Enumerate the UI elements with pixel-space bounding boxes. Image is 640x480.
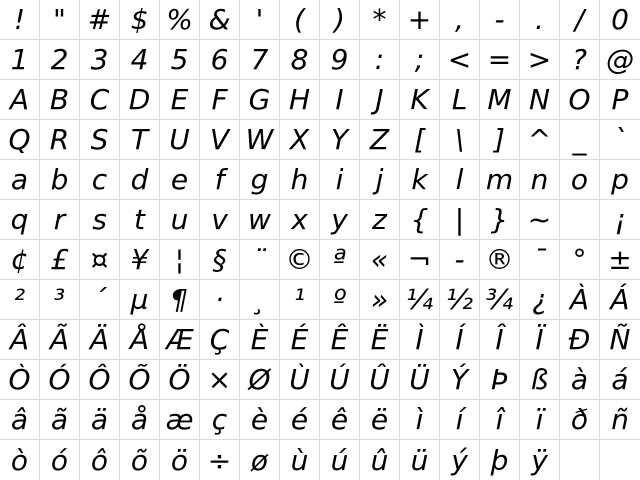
glyph-cell[interactable]: Ì [400,320,440,360]
glyph-cell[interactable]: I [320,80,360,120]
glyph-cell[interactable]: ã [40,400,80,440]
glyph-cell[interactable]: © [280,240,320,280]
glyph-cell[interactable]: ` [600,120,640,160]
glyph-cell[interactable]: í [440,400,480,440]
glyph-cell[interactable]: ö [160,440,200,480]
glyph-cell[interactable]: á [600,360,640,400]
glyph-cell[interactable]: z [360,200,400,240]
glyph-cell[interactable]: ¢ [0,240,40,280]
glyph-cell[interactable]: ô [80,440,120,480]
glyph-cell[interactable]: R [40,120,80,160]
glyph-cell[interactable]: Ç [200,320,240,360]
glyph-cell[interactable]: Ï [520,320,560,360]
glyph-cell[interactable]: É [280,320,320,360]
glyph-cell[interactable]: à [560,360,600,400]
glyph-cell[interactable]: { [400,200,440,240]
glyph-cell[interactable]: q [0,200,40,240]
glyph-cell[interactable]: L [440,80,480,120]
glyph-cell[interactable]: v [200,200,240,240]
glyph-cell[interactable]: l [440,160,480,200]
glyph-cell[interactable]: ÷ [200,440,240,480]
glyph-cell[interactable]: õ [120,440,160,480]
glyph-cell[interactable]: , [440,0,480,40]
glyph-cell[interactable]: ³ [40,280,80,320]
glyph-cell[interactable]: þ [480,440,520,480]
glyph-cell[interactable]: 3 [80,40,120,80]
glyph-cell[interactable]: P [600,80,640,120]
glyph-cell[interactable]: [ [400,120,440,160]
glyph-cell[interactable]: ¯ [520,240,560,280]
glyph-cell[interactable]: + [400,0,440,40]
glyph-cell[interactable]: ! [0,0,40,40]
glyph-cell[interactable]: ø [240,440,280,480]
glyph-cell[interactable]: O [560,80,600,120]
glyph-cell-empty [560,200,600,240]
glyph-cell[interactable]: ] [480,120,520,160]
glyph-cell[interactable]: o [560,160,600,200]
glyph-cell-empty [560,440,600,480]
glyph-cell[interactable]: ( [280,0,320,40]
glyph-cell[interactable]: h [280,160,320,200]
glyph-cell[interactable]: ä [80,400,120,440]
glyph-cell[interactable]: ó [40,440,80,480]
glyph-cell[interactable]: Û [360,360,400,400]
glyph-cell[interactable]: ? [560,40,600,80]
glyph-cell[interactable]: ï [520,400,560,440]
glyph-cell[interactable]: X [280,120,320,160]
glyph-cell[interactable]: 9 [320,40,360,80]
glyph-cell[interactable]: · [200,280,240,320]
glyph-cell[interactable]: ð [560,400,600,440]
glyph-cell[interactable]: Õ [120,360,160,400]
glyph-cell[interactable]: è [240,400,280,440]
glyph-cell[interactable]: f [200,160,240,200]
glyph-cell[interactable]: Ý [440,360,480,400]
glyph-cell[interactable]: 7 [240,40,280,80]
glyph-cell[interactable]: â [0,400,40,440]
glyph-cell[interactable]: g [240,160,280,200]
glyph-cell[interactable]: Ò [0,360,40,400]
glyph-cell[interactable]: Ú [320,360,360,400]
glyph-cell[interactable]: Ó [40,360,80,400]
glyph-cell[interactable]: Â [0,320,40,360]
glyph-cell[interactable]: T [120,120,160,160]
glyph-cell-empty [600,440,640,480]
glyph-cell[interactable]: ± [600,240,640,280]
glyph-cell[interactable]: ¥ [120,240,160,280]
glyph-cell[interactable]: ò [0,440,40,480]
glyph-cell[interactable]: ý [440,440,480,480]
glyph-cell[interactable]: n [520,160,560,200]
glyph-cell[interactable]: a [0,160,40,200]
glyph-cell[interactable]: Á [600,280,640,320]
glyph-cell[interactable]: Ð [560,320,600,360]
glyph-cell[interactable]: / [560,0,600,40]
glyph-cell[interactable]: | [440,200,480,240]
glyph-cell[interactable]: ¬ [400,240,440,280]
glyph-cell[interactable]: e [160,160,200,200]
glyph-cell[interactable]: % [160,0,200,40]
glyph-cell[interactable]: Æ [160,320,200,360]
glyph-cell[interactable]: m [480,160,520,200]
glyph-cell[interactable]: Ù [280,360,320,400]
glyph-cell[interactable]: B [40,80,80,120]
glyph-cell[interactable]: ) [320,0,360,40]
glyph-cell[interactable]: ü [400,440,440,480]
glyph-cell[interactable]: ' [240,0,280,40]
glyph-cell[interactable]: Ô [80,360,120,400]
glyph-cell[interactable]: E [160,80,200,120]
glyph-cell[interactable]: « [360,240,400,280]
glyph-cell[interactable]: Ö [160,360,200,400]
glyph-cell[interactable]: A [0,80,40,120]
glyph-cell[interactable]: § [200,240,240,280]
glyph-cell[interactable]: µ [120,280,160,320]
glyph-cell[interactable]: > [520,40,560,80]
glyph-cell[interactable]: s [80,200,120,240]
glyph-cell[interactable]: » [360,280,400,320]
glyph-cell[interactable]: ¡ [600,200,640,240]
glyph-cell[interactable]: \ [440,120,480,160]
glyph-cell[interactable]: ê [320,400,360,440]
glyph-cell[interactable]: - [480,0,520,40]
glyph-cell[interactable]: i [320,160,360,200]
glyph-cell[interactable]: _ [560,120,600,160]
glyph-cell[interactable]: ¤ [80,240,120,280]
glyph-cell[interactable]: ß [520,360,560,400]
glyph-cell[interactable]: w [240,200,280,240]
glyph-cell[interactable]: - [440,240,480,280]
glyph-cell[interactable]: Q [0,120,40,160]
glyph-cell[interactable]: Ñ [600,320,640,360]
glyph-cell[interactable]: ç [200,400,240,440]
glyph-cell[interactable]: ë [360,400,400,440]
glyph-cell[interactable]: ¼ [400,280,440,320]
glyph-cell[interactable]: V [200,120,240,160]
glyph-cell[interactable]: $ [120,0,160,40]
glyph-cell[interactable]: 8 [280,40,320,80]
glyph-cell[interactable]: ¹ [280,280,320,320]
glyph-cell[interactable]: ² [0,280,40,320]
glyph-cell[interactable]: ÿ [520,440,560,480]
glyph-cell[interactable]: c [80,160,120,200]
glyph-cell[interactable]: @ [600,40,640,80]
glyph-cell[interactable]: d [120,160,160,200]
glyph-cell[interactable]: 4 [120,40,160,80]
glyph-cell[interactable]: t [120,200,160,240]
glyph-cell[interactable]: U [160,120,200,160]
glyph-cell[interactable]: Ä [80,320,120,360]
glyph-cell[interactable]: ù [280,440,320,480]
glyph-cell[interactable]: * [360,0,400,40]
glyph-cell[interactable]: j [360,160,400,200]
glyph-cell[interactable]: È [240,320,280,360]
glyph-cell[interactable]: p [600,160,640,200]
glyph-cell[interactable]: À [560,280,600,320]
glyph-cell[interactable]: D [120,80,160,120]
glyph-cell[interactable]: r [40,200,80,240]
glyph-cell[interactable]: M [480,80,520,120]
glyph-cell[interactable]: ½ [440,280,480,320]
glyph-cell[interactable]: Ê [320,320,360,360]
glyph-cell[interactable]: b [40,160,80,200]
glyph-cell[interactable]: ^ [520,120,560,160]
glyph-cell[interactable]: # [80,0,120,40]
glyph-cell[interactable]: Ø [240,360,280,400]
glyph-cell[interactable]: F [200,80,240,120]
glyph-cell[interactable]: ¾ [480,280,520,320]
glyph-cell[interactable]: W [240,120,280,160]
glyph-cell[interactable]: 0 [600,0,640,40]
glyph-cell[interactable]: S [80,120,120,160]
glyph-cell[interactable]: ñ [600,400,640,440]
glyph-cell[interactable]: : [360,40,400,80]
glyph-cell[interactable]: ´ [80,280,120,320]
glyph-cell[interactable]: C [80,80,120,120]
glyph-cell[interactable]: Ë [360,320,400,360]
glyph-cell[interactable]: x [280,200,320,240]
glyph-cell[interactable]: 1 [0,40,40,80]
glyph-cell[interactable]: H [280,80,320,120]
glyph-cell[interactable]: k [400,160,440,200]
glyph-cell[interactable]: ® [480,240,520,280]
glyph-cell[interactable]: ° [560,240,600,280]
glyph-cell[interactable]: û [360,440,400,480]
glyph-cell[interactable]: " [40,0,80,40]
glyph-cell[interactable]: Ã [40,320,80,360]
glyph-cell[interactable]: Z [360,120,400,160]
glyph-cell[interactable]: 6 [200,40,240,80]
glyph-cell[interactable]: ¶ [160,280,200,320]
glyph-cell[interactable]: < [440,40,480,80]
glyph-cell[interactable]: ì [400,400,440,440]
glyph-cell[interactable]: º [320,280,360,320]
glyph-cell[interactable]: 2 [40,40,80,80]
glyph-cell[interactable]: Ü [400,360,440,400]
glyph-cell[interactable]: ; [400,40,440,80]
glyph-cell[interactable]: ú [320,440,360,480]
glyph-cell[interactable]: u [160,200,200,240]
glyph-cell[interactable]: & [200,0,240,40]
glyph-cell[interactable]: K [400,80,440,120]
glyph-cell[interactable]: å [120,400,160,440]
glyph-cell[interactable]: ¨ [240,240,280,280]
glyph-cell[interactable]: é [280,400,320,440]
glyph-cell[interactable]: × [200,360,240,400]
glyph-cell[interactable]: G [240,80,280,120]
glyph-cell[interactable]: = [480,40,520,80]
glyph-cell[interactable]: £ [40,240,80,280]
glyph-cell[interactable]: Þ [480,360,520,400]
glyph-cell[interactable]: N [520,80,560,120]
glyph-cell[interactable]: J [360,80,400,120]
glyph-cell[interactable]: y [320,200,360,240]
glyph-cell[interactable]: Í [440,320,480,360]
glyph-cell[interactable]: . [520,0,560,40]
glyph-cell[interactable]: î [480,400,520,440]
glyph-cell[interactable]: Î [480,320,520,360]
glyph-cell[interactable]: Y [320,120,360,160]
glyph-cell[interactable]: æ [160,400,200,440]
glyph-cell[interactable]: ¦ [160,240,200,280]
glyph-cell[interactable]: ª [320,240,360,280]
glyph-cell[interactable]: ¿ [520,280,560,320]
glyph-cell[interactable]: Å [120,320,160,360]
glyph-cell[interactable]: 5 [160,40,200,80]
glyph-cell[interactable]: } [480,200,520,240]
glyph-cell[interactable]: ¸ [240,280,280,320]
glyph-cell[interactable]: ~ [520,200,560,240]
